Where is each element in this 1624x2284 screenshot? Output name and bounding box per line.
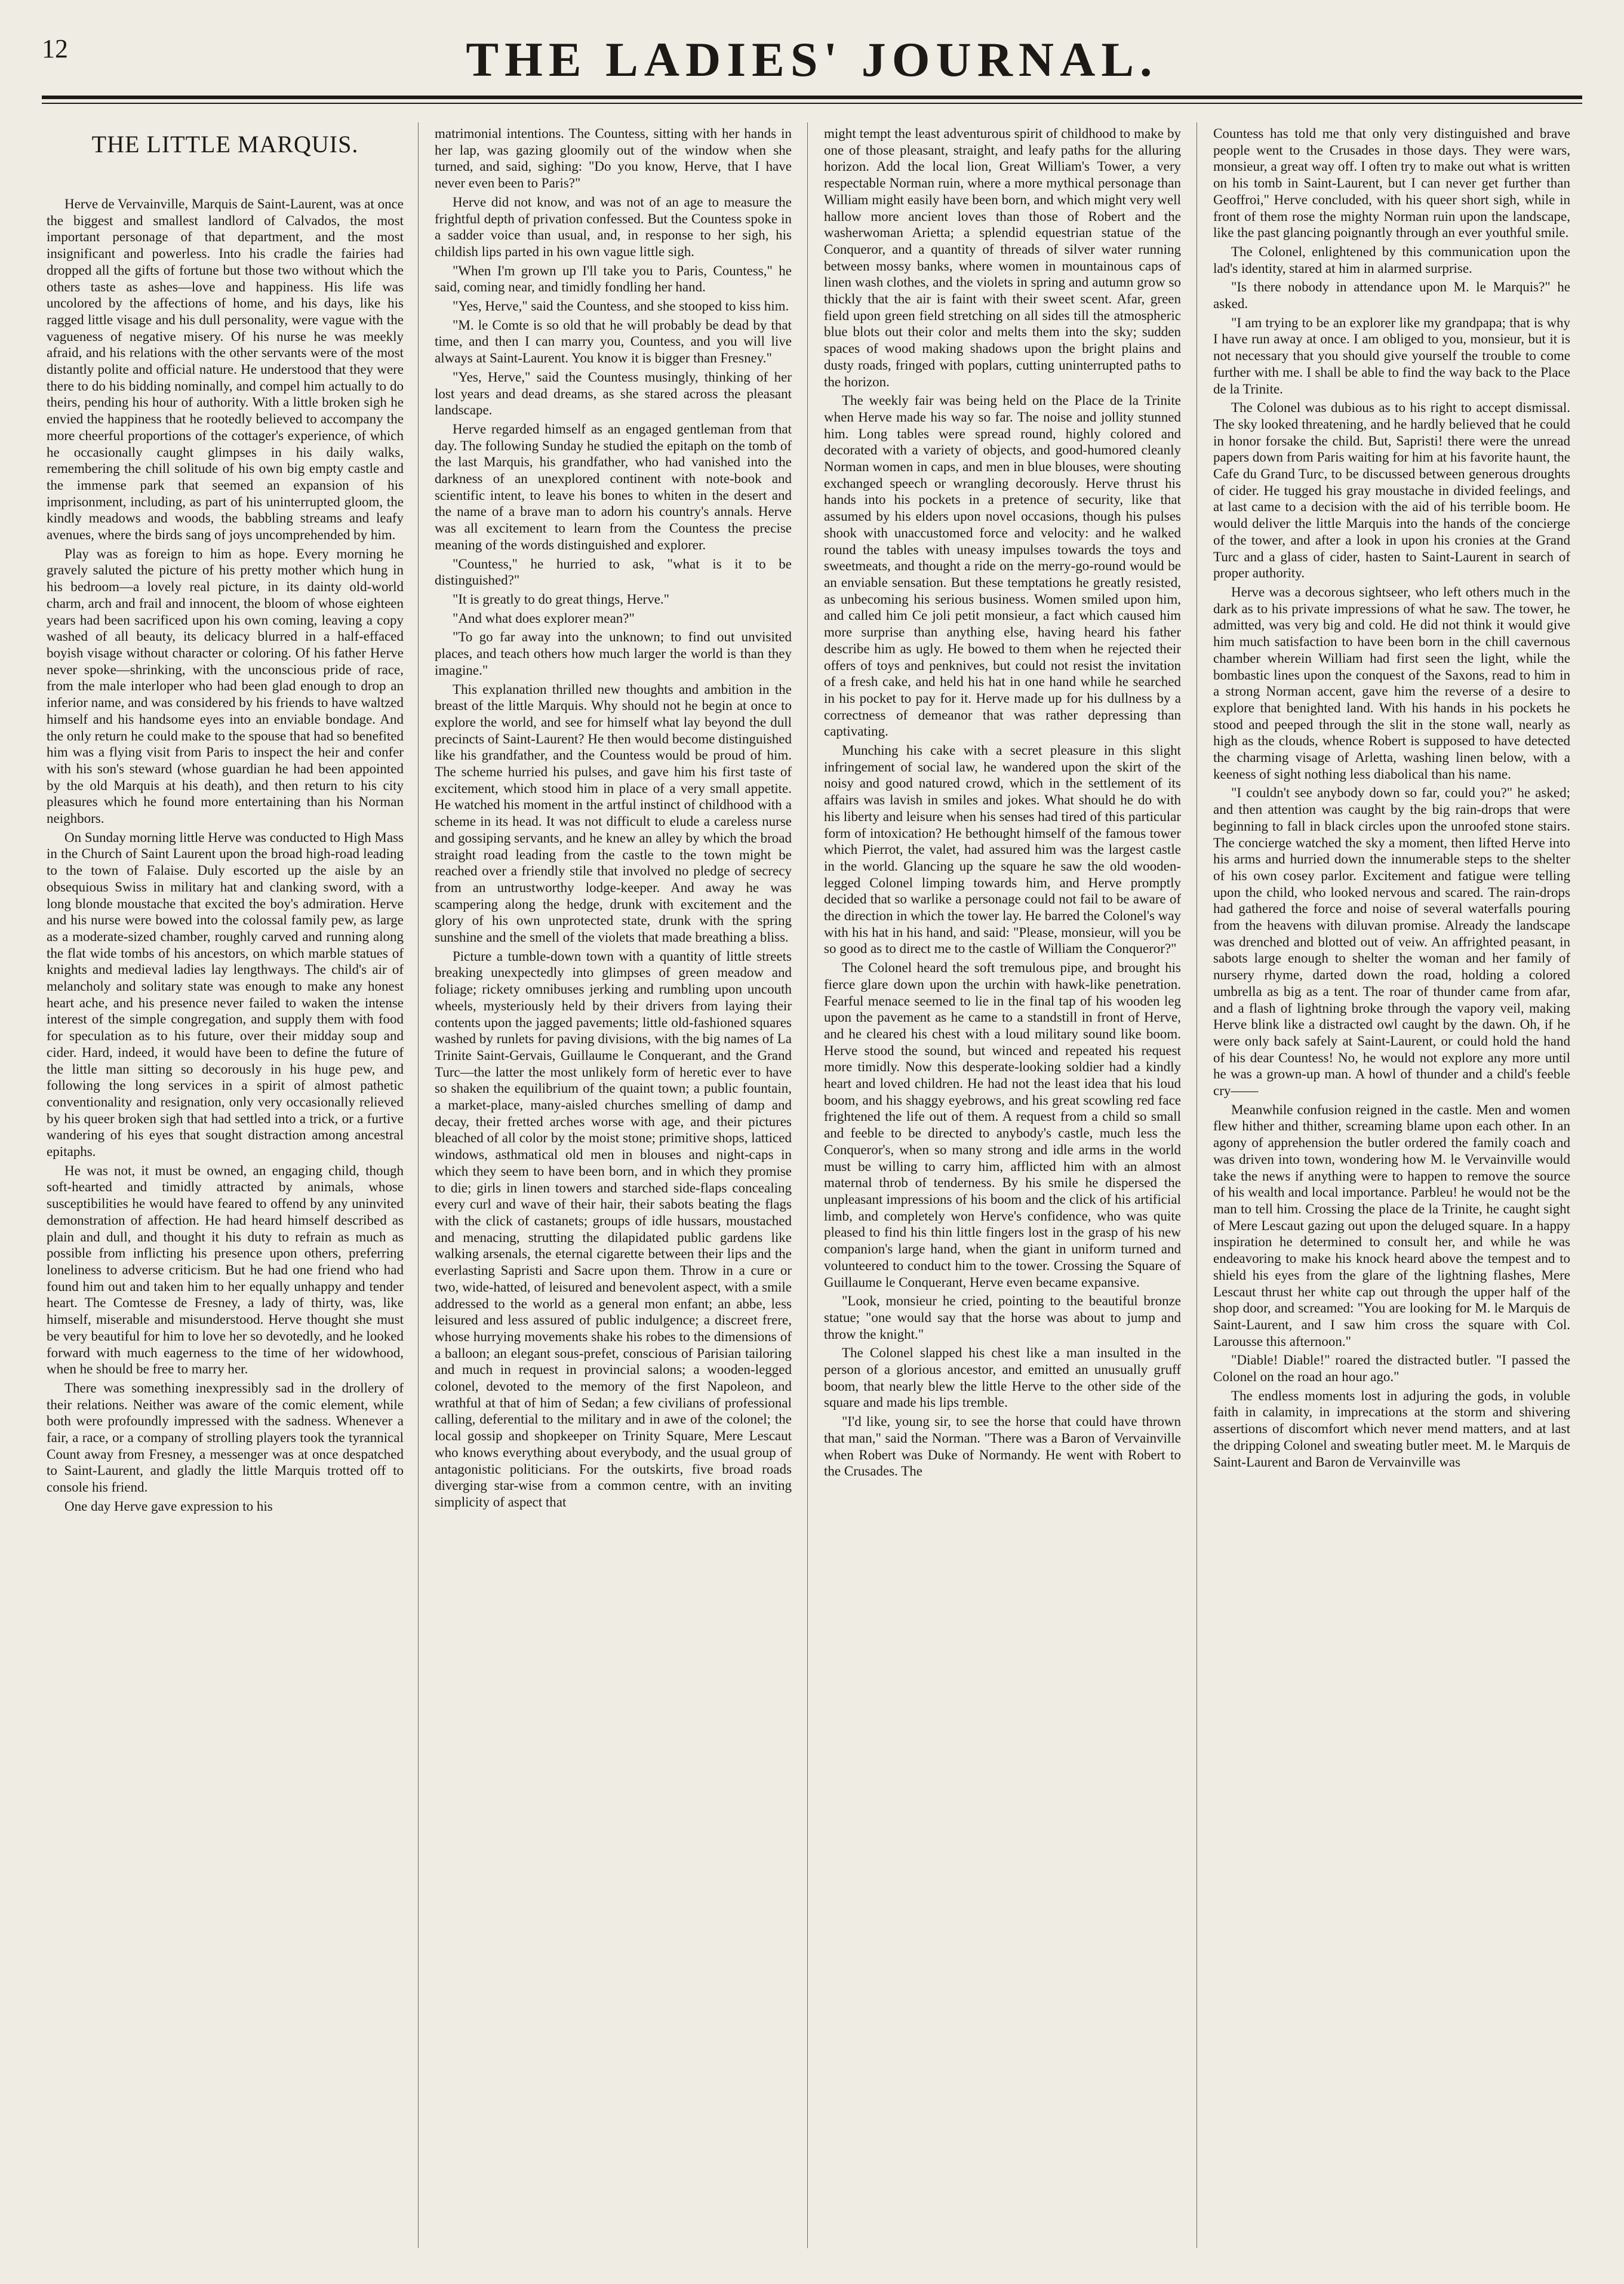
article-paragraph: The Colonel heard the soft tremulous pipe, and brought his fierce glare down upon the urchin with hawk-like penetration. Fearful menace seemed to lie in the final tap of his wooden leg upon the pavement as he came to a standstill in front of Herve, and he cleared his chest with a loud military sound like boom. Herve stood the sound, but winced and repeated his request more timidly. Now this desperate-looking soldier had a kindly heart and loved children. He had not the least idea that his loud boom, and his shaggy eyebrows, and his great scowling red face frightened the life out of them. A request from a child so small and feeble to be directed to anybody's castle, much less the Conqueror's, when so many strong and idle arms in the world must be willing to carry him, afflicted him with an almost maternal throb of tenderness. By his smile he dispersed the unpleasant impressions of his boom and the click of his artificial limb, and completely won Herve's confidence, who was quite pleased to find his thin little fingers lost in the grasp of his new companion's large hand, when the giant in uniform turned and volunteered to conduct him to the tower. Crossing the Square of Guillaume le Conquerant, Herve even became expansive. [824,960,1181,1290]
article-paragraph: One day Herve gave expression to his [64,1498,273,1514]
article-paragraph: "To go far away into the unknown; to find out unvisited places, and teach others how much larger the world is than they imagine." [435,629,792,678]
article-paragraph: "Is there nobody in attendance upon M. le Marquis?" he asked. [1213,279,1570,312]
article-paragraph: Herve was a decorous sightseer, who left others much in the dark as to his private impressions of what he saw. The tower, he admitted, was very big and cold. He did not think it would give him much satisfaction to have been born in the chill cavernous chamber wherein William had first seen the light, while the bombastic lines upon the conquest of the Saxons, read to him in a strong Norman accent, gave him the reverse of a desire to explore that benighted land. With his hands in his pockets he stood and peeped through the slit in the stone wall, nearly as high as the clouds, whence Robert is supposed to have detected the charming visage of Arletta, washing linen below, with a keeness of sight nothing less diabolical than his name. [1213,584,1570,782]
article-paragraph: Herve de Vervainville, Marquis de Saint-Laurent, was at once the biggest and smallest landlord of Calvados, the most important personage of that department, and the most insignificant and powerless. Into his cradle the fairies had dropped all the gifts of fortune but those two without which the others taste as ashes—love and happiness. His life was uncolored by the affections of home, and his days, like his ragged little visage and his dull personality, were vague with the vagueness of negative misery. Of his nurse he was meekly afraid, and his relations with the other servants were of the most distantly polite and official nature. He understood that they were there to do his bidding nominally, and compel him actually to do theirs, pending his hour of authority. With a little broken sigh he envied the happiness that he rootedly believed to accompany the more cheerful proportions of the cottager's experience, of which he occasionally caught glimpses in his daily walks, remembering the chill solitude of his own big empty castle and the immense park that seemed an expansion of his imprisonment, including, as part of his uninterrupted gloom, the kindly meadows and woods, the babbling streams and leafy avenues, where the birds sang of joys uncomprehended by him. [47,196,404,543]
article-paragraph: There was something inexpressibly sad in the drollery of their relations. Neither was aware of the comic element, while both were profoundly impressed with the sadness. Whenever a fair, a race, or a company of strolling players took the tyrannical Count away from Fresney, a messenger was at once despatched to Saint-Laurent, and gladly the little Marquis trotted off to console his friend. [47,1380,404,1495]
article-paragraph: Countess has told me that only very distinguished and brave people went to the Crusades in those days. They were wars, monsieur, a great way off. I often try to make out what is written on his tomb in Saint-Laurent, but I can never get further than Geoffroi," Herve concluded, with his queer short sigh, while in front of them rose the mighty Norman ruin upon the landscape, like the past glancing poignantly through an ever youthful smile. [1213,126,1570,241]
article-paragraph: The Colonel slapped his chest like a man insulted in the person of a glorious ancestor, and emitted an unusually gruff boom, that nearly blew the little Herve to the other side of the square and made his lips tremble. [824,1345,1181,1410]
article-paragraph: "Yes, Herve," said the Countess, and she stooped to kiss him. [453,299,789,314]
article-paragraph: "I'd like, young sir, to see the horse that could have thrown that man," said the Norman. "There was a Baron of Vervainville when Robert was Duke of Normandy. He went with Robert to the Crusades. The [824,1414,1181,1479]
article-paragraph: Herve did not know, and was not of an age to measure the frightful depth of privation confessed. But the Countess spoke in a sadder voice than usual, and, in response to her sigh, his childish lips parted in his own vague little sigh. [435,194,792,259]
article-paragraph: He was not, it must be owned, an engaging child, though soft-hearted and timidly attracted by animals, whose susceptibilities he would have feared to offend by any uninvited demonstration of affection. He had heard himself described as plain and dull, and thought it his duty to refrain as much as possible from inflicting his presence upon others, preferring loneliness to adverse criticism. But he had one friend who had found him out and taken him to her equally unhappy and tender heart. The Comtesse de Fresney, a lady of thirty, was, like himself, miserable and misunderstood. Herve thought she must be very beautiful for him to love her so devotedly, and he looked forward with much eagerness to the time of her widowhood, when he should be free to marry her. [47,1163,404,1377]
article-paragraph: "It is greatly to do great things, Herve." [453,591,670,607]
article-paragraph: Play was as foreign to him as hope. Every morning he gravely saluted the picture of his pretty mother which hung in his bedroom—a lovely real picture, in its dainty old-world charm, arch and frail and innocent, the bloom of whose eighteen years had been sacrificed upon his own coming, leaving a copy washed of all beauty, its delicacy blurred in a half-effaced boyish visage without character or coloring. Of his father Herve never spoke—shrinking, with the unconscious pride of race, from the male interloper who had been glad enough to drop an inferior name, and was considered by his friends to have waltzed himself and his handsome eyes into an enviable bondage. And the only return he could make to the spouse that had so benefited him was a flying visit from Paris to inspect the heir and confer with his son's steward (whose guardian he had been appointed by the old Marquis at his death), and then return to his city pleasures which he found more entertaining than his Norman neighbors. [47,546,404,826]
article-paragraph: Picture a tumble-down town with a quantity of little streets breaking unexpectedly into glimpses of green meadow and foliage; rickety omnibuses jerking and rumbling upon uncouth wheels, mysteriously held by their drivers from laying their contents upon the jagged pavements; little old-fashioned squares washed by runlets for paving divisions, with the big names of La Trinite Saint-Gervais, Guillaume le Conquerant, and the Grand Turc—the latter the most unlikely form of heretic ever to have so shaken the equilibrium of the quaint town; a public fountain, a market-place, many-aisled churches smelling of damp and decay, their fretted arches worse with age, and their pictures bleached of all color by the moist stone; primitive shops, latticed windows, asthmatical old men in blouses and night-caps in which they seem to have been born, and in which they promise to die; girls in linen towers and starched side-flaps concealing every curl and wave of their hair, their sabots beating the flags with the click of castanets; groups of idle hussars, moustached and menacing, strutting the dilapidated public gardens like walking arsenals, the eternal cigarette between their lips and the everlasting Sapristi and Sacre upon them. Throw in a cure or two, wide-hatted, of leisured and benevolent aspect, with a smile addressed to the world as a general mon enfant; an abbe, less leisured and less assured of public indulgence; a discreet frere, whose hurrying movements shake his robes to the dimensions of a balloon; an elegant sous-prefet, conscious of Parisian tailoring and much in request in provincial salons; a wooden-legged colonel, devoted to the memory of the first Napoleon, and wrathful at that of him of Sedan; a few civilians of professional calling, deferential to the military and in awe of the colonel; the local gossip and shopkeeper on Trinity Square, Mere Lescaut who knows everything about everybody, and the usual group of antagonistic politicians. For the outskirts, five broad roads diverging star-wise from a common centre, with an inviting simplicity of aspect that [435,948,792,1510]
article-paragraph: "Look, monsieur he cried, pointing to the beautiful bronze statue; "one would say that the horse was about to jump and throw the knight." [824,1293,1181,1342]
article-paragraph: Munching his cake with a secret pleasure in this slight infringement of social law, he wandered upon the skirt of the noisy and good natured crowd, which in the settlement of its affairs was lavish in smiles and jokes. What should he do with his liberty and leisure when his senses had tired of this particular form of intoxication? He bethought himself of the famous tower which Pierrot, the valet, had assured him was the largest castle in the world. Glancing up the square he saw the old wooden-legged Colonel limping towards him, and Herve promptly decided that so warlike a personage could not fail to be aware of the direction in which the tower lay. He barred the Colonel's way with his hat in his hand, and said: "Please, monsieur, will you be so good as to direct me to the castle of William the Conqueror?" [824,743,1181,957]
article-paragraph: Meanwhile confusion reigned in the castle. Men and women flew hither and thither, screaming blame upon each other. In an agony of apprehension the butler ordered the family coach and was driven into town, wondering how M. le Vervainville would take the news if anything were to happen to remove the source of his wealth and local importance. Parbleu! he would not be the man to tell him. Crossing the place de la Trinite, he caught sight of Mere Lescaut gazing out upon the deluged square. In a happy inspiration he determined to consult her, and while he was endeavoring to make his knock heard above the tempest and to shield his eyes from the glare of the lightning flashes, Mere Lescaut thrust her white cap out through the upper half of the shop door, and screamed: "You are looking for M. le Marquis de Saint-Laurent, and I saw him cross the square with Col. Larousse this afternoon." [1213,1102,1570,1349]
masthead: THE LADIES' JOURNAL. [466,32,1158,87]
article-column-4 [1213,125,1570,2251]
article-paragraph: Herve regarded himself as an engaged gentleman from that day. The following Sunday he studied the epitaph on the tomb of the last Marquis, his grandfather, who had vanished into the darkness of an unexplored continent with note-book and scientific intent, to leave his bones to whiten in the desert and the name of a brave man to adorn his country's annals. Herve was all excitement to learn from the Countess the precise meaning of the words distinguished and explorer. [435,421,792,552]
article-paragraph: The Colonel, enlightened by this communication upon the lad's identity, stared at him in alarmed surprise. [1213,244,1570,276]
article-column-2 [435,125,792,2251]
article-paragraph: On Sunday morning little Herve was conducted to High Mass in the Church of Saint Laurent upon the broad high-road leading to the town of Falaise. Duly escorted up the aisle by an obsequious Swiss in military hat and clanking sword, with a long blonde moustache that excited the boy's admiration. Herve and his nurse were bowed into the colossal family pew, as large as a moderate-sized chamber, roughly carved and running along the flat wide tombs of his ancestors, on which marble statues of knights and medieval ladies lay lengthways. The child's air of melancholy and solitary state was enough to make any honest heart ache, and his presence never failed to waken the intense interest of the simple congregation, and supply them with food for speculation as to his future, over their midday soup and cider. Hard, indeed, it would have been to define the future of the little man sitting so decorously in his huge pew, and following the long services in a spirit of almost pathetic conventionality and resignation, only very occasionally relieved by his queer broken sigh that had settled into a trick, or a furtive wandering of his eyes that sought distraction among ancestral epitaphs. [47,829,404,1160]
article-paragraph: might tempt the least adventurous spirit of childhood to make by one of those pleasant, straight, and leafy paths for the alluring horizon. Add the local lion, Great William's Tower, a very respectable Norman ruin, where a more mythical personage than William might easily have been born, and which might very well hallow more ancient loves than those of Robert and the washerwoman Arietta; a splendid equestrian statue of the Conqueror, and a quantity of threads of silver water running between mossy banks, where women in mountainous caps of linen wash clothes, and the violets in spring and autumn grow so thickly that the air is faint with their sweet scent. Afar, green field upon green field stretching on all sides till the atmospheric blue blots out their color and melts them into the sky; sudden spaces of wood making shadows upon the bright plains and dusty roads, fringed with poplars, cutting uninterrupted paths to the horizon. [824,126,1181,389]
article-paragraph: "I couldn't see anybody down so far, could you?" he asked; and then attention was caught by the big rain-drops that were beginning to fall in black circles upon the unroofed stone stairs. The concierge watched the sky a moment, then lifted Herve into his arms and hurried down the innumerable steps to the shelter of his own cosey parlor. Excitement and fatigue were telling upon the child, who looked nervous and scared. The rain-drops had gathered the force and noise of several waterfalls pouring from the heavens with diluvan promise. Already the landscape was drenched and blotted out of veiw. An affrighted peasant, in sabots large enough to shelter the woman and her family of nursery rhyme, darted down the road, holding a colored umbrella as big as a tent. The roar of thunder came from afar, and a flash of lightning broke through the vapory veil, making Herve blink like a distracted owl caught by the dawn. Oh, if he were only back safely at Saint-Laurent, or could hold the hand of his dear Countess! No, he would not explore any more until he was a grown-up man. A howl of thunder and a child's feeble cry—— [1213,785,1570,1099]
article-paragraph: "Countess," he hurried to ask, "what is it to be distinguished?" [435,556,792,588]
article-paragraph: "I am trying to be an explorer like my grandpapa; that is why I have run away at once. I am obliged to you, monsieur, but it is not necessary that you should give yourself the trouble to come further with me. I shall be able to find the way back to the Place de la Trinite. [1213,315,1570,396]
header-rule-thin [42,103,1582,104]
article-paragraph: "M. le Comte is so old that he will probably be dead by that time, and then I can marry you, Countess, and you will live always at Saint-Laurent. You know it is bigger than Fresney." [435,317,792,366]
article-paragraph: matrimonial intentions. The Countess, sitting with her hands in her lap, was gazing gloomily out of the window when she turned, and said, sighing: "Do you know, Herve, that I have never even been to Paris?" [435,126,792,191]
article-column-3 [824,125,1181,2251]
article-title: THE LITTLE MARQUIS. [91,131,359,158]
article-paragraph: The weekly fair was being held on the Place de la Trinite when Herve made his way so far. The noise and jollity stunned him. Long tables were spread round, highly colored and decorated with a variety of objects, and good-humored cleanly Norman women in caps, and men in blue blouses, were shouting exchanged speech or wrangling decorously. Herve thrust his hands into his pockets in a pretence of security, like that assumed by his elders upon novel occasions, though his pulses shook with unaccustomed force and velocity: and he walked round the tables with uneasy impulses towards the toys and sweetmeats, and thought a ride on the merry-go-round would be an enviable sensation. But these temptations he greatly resisted, as unbecoming his serious business. Women smiled upon him, and called him Ce joli petit monsieur, a fact which caused him more surprise than anything else, having heard his father describe him as ugly. He bowed to them when he rejected their offers of toys and penknives, but could not resist the invitation of a fresh cake, and held his hat in one hand while he searched in his pocket to pay for it. Herve made up for his dullness by a correctness of demeanor that was rather depressing than captivating. [824,393,1181,739]
header-rule [42,96,1582,99]
article-paragraph: The endless moments lost in adjuring the gods, in voluble faith in calamity, in imprecations at the storm and shivering assertions of discomfort which never mend matters, and at last the dripping Colonel and sweating butler meet. M. le Marquis de Saint-Laurent and Baron de Vervainville was [1213,1388,1570,1470]
article-paragraph: "Diable! Diable!" roared the distracted butler. "I passed the Colonel on the road an hour ago." [1213,1352,1570,1385]
article-paragraph: The Colonel was dubious as to his right to accept dismissal. The sky looked threatening, and he hardly believed that he could in honor forsake the child. But, Sapristi! there were the unread papers down from Paris waiting for him at his favorite haunt, the Cafe du Grand Turc, to be discussed between generous droughts of cider. He tugged his gray moustache in divided feelings, and at last came to a decision with the aid of his terrible boom. He would deliver the little Marquis into the hands of the concierge of the tower, and after a look in upon his cronies at the Grand Turc and a glass of cider, hasten to Saint-Laurent in search of proper authority. [1213,400,1570,581]
column-divider [807,122,808,2248]
article-paragraph: "And what does explorer mean?" [453,610,635,626]
article-column-1 [47,125,404,2251]
column-divider [418,122,419,2248]
article-paragraph: "When I'm grown up I'll take you to Paris, Countess," he said, coming near, and timidly fondling her hand. [435,263,792,295]
article-paragraph: This explanation thrilled new thoughts and ambition in the breast of the little Marquis. Why should not he begin at once to explore the world, and see for himself what lay beyond the dull precincts of Saint-Laurent? He then would become distinguished like his grandfather, and the Countess would be proud of him. The scheme hurried his pulses, and gave him his first taste of excitement, which stood him in place of a very small appetite. He watched his moment in the artful instinct of childhood with a scheme in its head. It was not difficult to elude a careless nurse and gossiping servants, and he knew an alley by which the broad straight road leading from the castle to the town might be reached over a friendly stile that involved no pledge of secrecy from an untrustworthy lodge-keeper. And away he was scampering along the hedge, drunk with excitement and the glory of his own unprotected state, drunk with the spring sunshine and the smell of the violets that made breathing a bliss. [435,681,792,945]
page-number: 12 [42,34,68,63]
article-paragraph: "Yes, Herve," said the Countess musingly, thinking of her lost years and dead dreams, as she stared across the pleasant landscape. [435,369,792,418]
